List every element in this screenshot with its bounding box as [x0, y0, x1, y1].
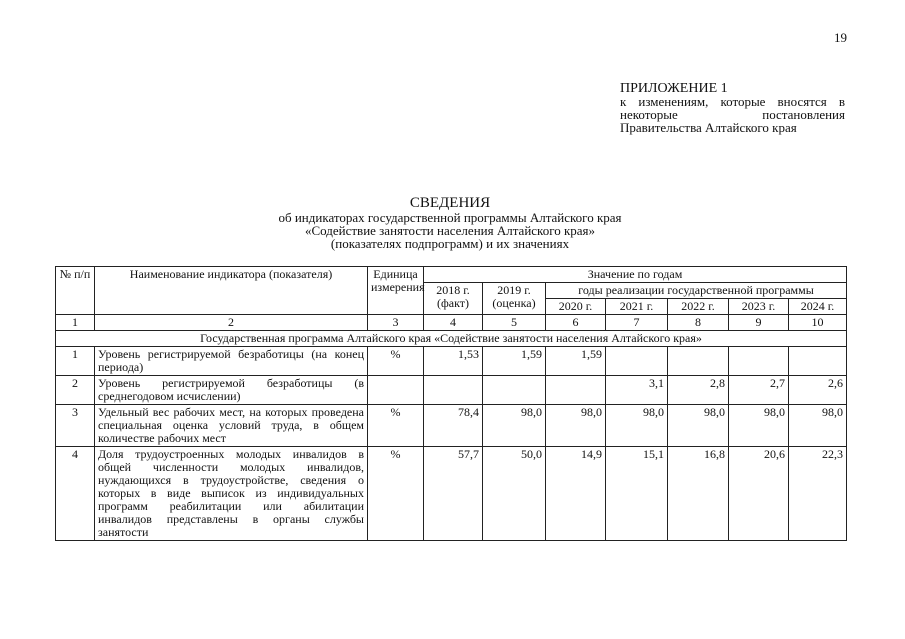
row-value-2021	[606, 347, 668, 376]
header-unit: Единица измерения	[368, 267, 424, 315]
column-number: 6	[546, 315, 606, 331]
row-value-2022: 2,8	[668, 376, 729, 405]
row-num: 2	[56, 376, 95, 405]
row-value-2021: 15,1	[606, 447, 668, 541]
header-2018: 2018 г. (факт)	[424, 283, 483, 315]
header-year-2021: 2021 г.	[606, 299, 668, 315]
header-year-2020: 2020 г.	[546, 299, 606, 315]
column-number: 10	[789, 315, 847, 331]
header-values-by-year: Значение по годам	[424, 267, 847, 283]
header-year-2023: 2023 г.	[729, 299, 789, 315]
row-value-2018: 78,4	[424, 405, 483, 447]
column-number: 9	[729, 315, 789, 331]
row-value-2024: 22,3	[789, 447, 847, 541]
row-value-2024	[789, 347, 847, 376]
row-unit	[368, 376, 424, 405]
appendix-block	[620, 82, 845, 134]
header-name: Наименование индикатора (показателя)	[95, 267, 368, 315]
header-year-2024: 2024 г.	[789, 299, 847, 315]
header-row-1	[56, 267, 847, 283]
row-value-2023: 2,7	[729, 376, 789, 405]
row-value-2019: 1,59	[483, 347, 546, 376]
row-value-2024: 2,6	[789, 376, 847, 405]
row-name: Удельный вес рабочих мест, на которых проведена специальная оценка условий труда, в общем количестве рабочих мест	[95, 405, 368, 447]
header-impl-years: годы реализации государственной программы	[546, 283, 847, 299]
column-number: 7	[606, 315, 668, 331]
column-number: 1	[56, 315, 95, 331]
column-number: 3	[368, 315, 424, 331]
column-number-row	[56, 315, 847, 331]
row-value-2020: 14,9	[546, 447, 606, 541]
table-row	[56, 405, 847, 447]
row-value-2019: 98,0	[483, 405, 546, 447]
row-value-2022: 98,0	[668, 405, 729, 447]
table-row	[56, 347, 847, 376]
heading-line-3: (показателях подпрограмм) и их значениях	[330, 236, 570, 251]
row-num: 4	[56, 447, 95, 541]
appendix-text: к изменениям, которые вносятся в некоторые постановления Правительства Алтайского края	[620, 94, 845, 135]
column-number: 4	[424, 315, 483, 331]
header-year-2022: 2022 г.	[668, 299, 729, 315]
row-value-2020: 98,0	[546, 405, 606, 447]
document-heading	[130, 196, 770, 250]
column-number: 8	[668, 315, 729, 331]
row-value-2019	[483, 376, 546, 405]
section-title: Государственная программа Алтайского края «Содействие занятости населения Алтайского края»	[56, 331, 847, 347]
row-num: 1	[56, 347, 95, 376]
row-value-2018	[424, 376, 483, 405]
row-name: Уровень регистрируемой безработицы (в среднегодовом исчислении)	[95, 376, 368, 405]
table-row	[56, 447, 847, 541]
row-value-2023: 20,6	[729, 447, 789, 541]
table-row	[56, 376, 847, 405]
section-row	[56, 331, 847, 347]
row-value-2023	[729, 347, 789, 376]
row-value-2020	[546, 376, 606, 405]
row-value-2018: 1,53	[424, 347, 483, 376]
row-num: 3	[56, 405, 95, 447]
column-number: 2	[95, 315, 368, 331]
row-unit: %	[368, 405, 424, 447]
page-number: 19	[834, 30, 847, 45]
heading-title: СВЕДЕНИЯ	[409, 195, 491, 211]
row-value-2023: 98,0	[729, 405, 789, 447]
row-unit: %	[368, 447, 424, 541]
indicators-table	[55, 266, 847, 541]
row-value-2019: 50,0	[483, 447, 546, 541]
row-value-2024: 98,0	[789, 405, 847, 447]
row-value-2022: 16,8	[668, 447, 729, 541]
row-value-2020: 1,59	[546, 347, 606, 376]
row-value-2018: 57,7	[424, 447, 483, 541]
row-name: Уровень регистрируемой безработицы (на конец периода)	[95, 347, 368, 376]
row-value-2022	[668, 347, 729, 376]
row-unit: %	[368, 347, 424, 376]
column-number: 5	[483, 315, 546, 331]
heading-line-2: «Содействие занятости населения Алтайского края»	[304, 223, 596, 238]
row-name: Доля трудоустроенных молодых инвалидов в общей численности молодых инвалидов, нуждающихся в трудоустройстве, сведения о которых в виде выписок из индивидуальных программ реабилитации или абилитации инвалидов представлены в органы службы занятости	[95, 447, 368, 541]
appendix-title: ПРИЛОЖЕНИЕ 1	[620, 81, 728, 96]
header-num: № п/п	[56, 267, 95, 315]
header-2019: 2019 г. (оценка)	[483, 283, 546, 315]
row-value-2021: 3,1	[606, 376, 668, 405]
heading-line-1: об индикаторах государственной программы Алтайского края	[278, 210, 622, 225]
row-value-2021: 98,0	[606, 405, 668, 447]
